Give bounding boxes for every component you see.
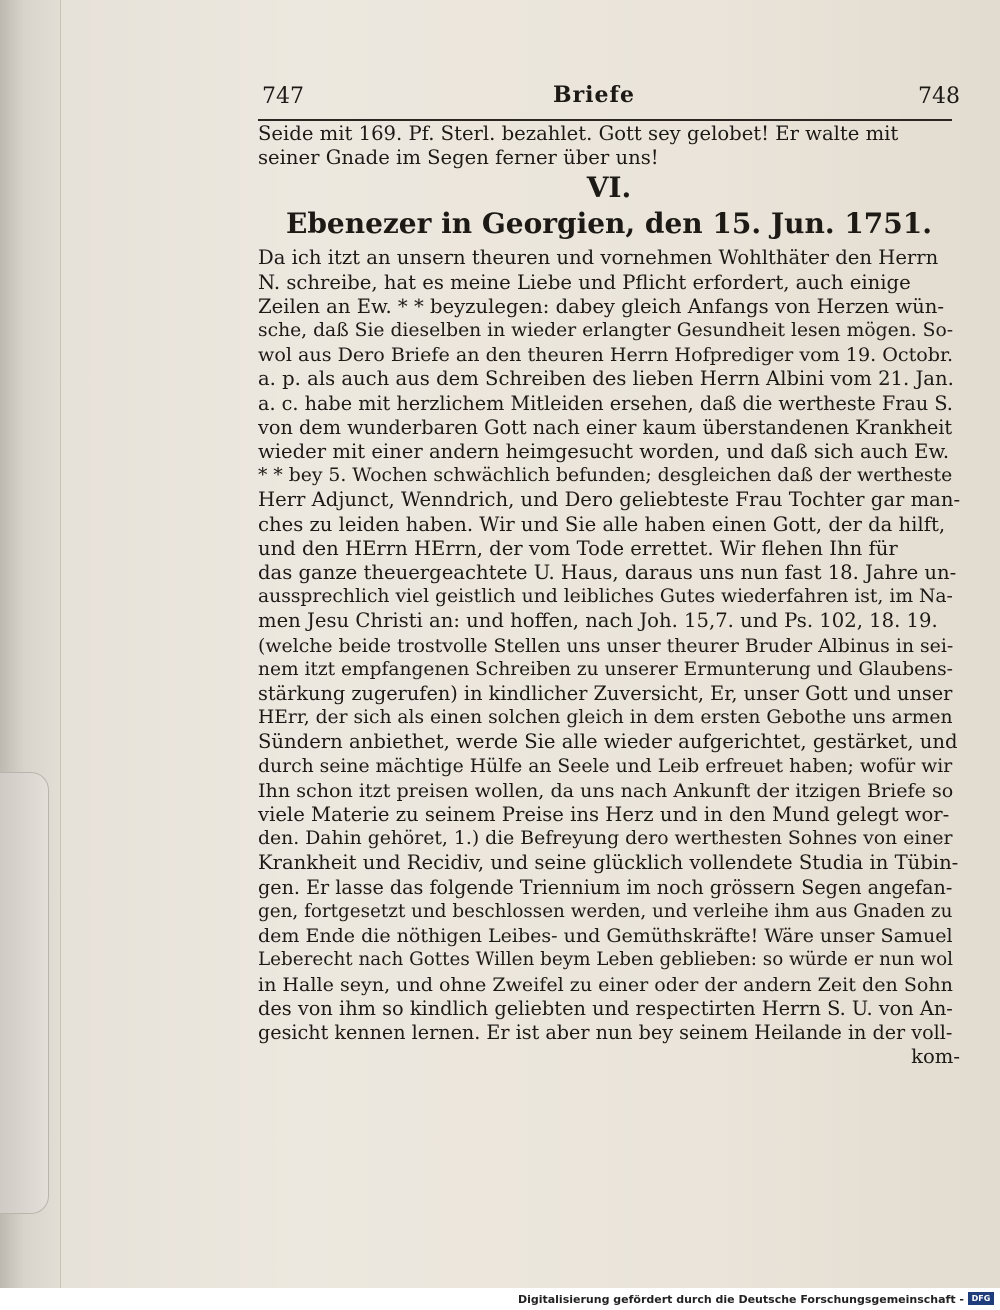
- funding-text: Digitalisierung gefördert durch die Deutsche Forschungsgemeinschaft -: [517, 1293, 964, 1306]
- text-line: a. p. als auch aus dem Schreiben des lieben Herrn Albini vom 21. Jan.: [258, 367, 954, 391]
- dfg-logo-icon: DFG: [968, 1292, 994, 1305]
- page-body: [258, 122, 960, 1069]
- page-edge: [0, 772, 49, 1214]
- page-number-right: 748: [918, 84, 960, 109]
- page-number-left: 747: [262, 84, 304, 109]
- text-line: a. c. habe mit herzlichem Mitleiden ersehen, daß die wertheste Frau S.: [258, 391, 953, 415]
- text-line: men Jesu Christi an: und hoffen, nach Joh. 15,7. und Ps. 102, 18. 19.: [258, 609, 938, 633]
- text-line: Krankheit und Recidiv, und seine glücklich vollendete Studia in Tübin-: [258, 851, 959, 875]
- text-line: sche, daß Sie dieselben in wieder erlangter Gesundheit lesen mögen. So-: [258, 320, 954, 342]
- text-line: * * bey 5. Wochen schwächlich befunden; desgleichen daß der wertheste: [258, 465, 953, 487]
- text-line: in Halle seyn, und ohne Zweifel zu einer oder der andern Zeit den Sohn: [258, 973, 953, 996]
- text-line: Leberecht nach Gottes Willen beym Leben geblieben: so würde er nun wol: [258, 949, 953, 971]
- text-line: Herr Adjunct, Wenndrich, und Dero geliebteste Frau Tochter gar man-: [258, 488, 960, 512]
- text-line: wieder mit einer andern heimgesucht worden, und daß sich auch Ew.: [258, 440, 950, 464]
- running-head: Briefe: [553, 82, 636, 108]
- text-line: Sündern anbiethet, werde Sie alle wieder aufgerichtet, gestärket, und: [258, 730, 958, 754]
- text-line: von dem wunderbaren Gott nach einer kaum überstandenen Krankheit: [258, 415, 953, 439]
- text-line: dem Ende die nöthigen Leibes- und Gemüthskräfte! Wäre unser Samuel: [258, 925, 953, 948]
- text-line: Da ich itzt an unsern theuren und vornehmen Wohlthäter den Herrn: [258, 246, 939, 270]
- text-line: den. Dahin gehöret, 1.) die Befreyung dero werthesten Sohnes von einer: [258, 828, 953, 850]
- text-line: viele Materie zu seinem Preise ins Herz und in den Mund gelegt wor-: [258, 803, 950, 827]
- text-line: ches zu leiden haben. Wir und Sie alle haben einen Gott, der da hilft,: [258, 512, 946, 536]
- funding-footer: [0, 1288, 1000, 1310]
- catchword: kom-: [911, 1045, 960, 1069]
- page-header: [258, 70, 960, 122]
- text-line: nem itzt empfangenen Schreiben zu unserer Ermunterung und Glaubens-: [258, 658, 953, 680]
- text-line: aussprechlich viel geistlich und leibliches Gutes wiederfahren ist, im Na-: [258, 586, 953, 608]
- text-line: (welche beide trostvolle Stellen uns unser theurer Bruder Albinus in sei-: [258, 634, 954, 657]
- text-line: wol aus Dero Briefe an den theuren Herrn Hofprediger vom 19. Octobr.: [258, 343, 954, 367]
- letter-heading: Ebenezer in Georgien, den 15. Jun. 1751.: [286, 207, 932, 241]
- text-line: durch seine mächtige Hülfe an Seele und Leib erfreuet haben; wofür wir: [258, 755, 953, 777]
- header-rule: [258, 119, 952, 121]
- section-number: VI.: [586, 171, 632, 205]
- text-line: das ganze theuergeachtete U. Haus, daraus uns nun fast 18. Jahre un-: [258, 561, 957, 585]
- text-line: Ihn schon itzt preisen wollen, da uns nach Ankunft der itzigen Briefe so: [258, 778, 954, 802]
- text-line: N. schreibe, hat es meine Liebe und Pflicht erfordert, auch einige: [258, 270, 911, 294]
- text-line: Seide mit 169. Pf. Sterl. bezahlet. Gott sey gelobet! Er walte mit: [258, 122, 899, 145]
- text-line: und den HErrn HErrn, der vom Tode errettet. Wir flehen Ihn für: [258, 536, 898, 560]
- text-line: Zeilen an Ew. * * beyzulegen: dabey gleich Anfangs von Herzen wün-: [258, 294, 945, 318]
- text-line: stärkung zugerufen) in kindlicher Zuversicht, Er, unser Gott und unser: [258, 682, 953, 706]
- text-line: gen, fortgesetzt und beschlossen werden, und verleihe ihm aus Gnaden zu: [258, 900, 953, 922]
- text-line: gesicht kennen lernen. Er ist aber nun bey seinem Heilande in der voll-: [258, 1020, 953, 1044]
- text-line: seiner Gnade im Segen ferner über uns!: [258, 146, 659, 170]
- text-line: gen. Er lasse das folgende Triennium im noch grössern Segen angefan-: [258, 875, 953, 899]
- printed-page: [258, 70, 960, 1100]
- text-line: des von ihm so kindlich geliebten und respectirten Herrn S. U. von An-: [258, 996, 953, 1020]
- text-line: HErr, der sich als einen solchen gleich in dem ersten Gebothe uns armen: [258, 707, 953, 729]
